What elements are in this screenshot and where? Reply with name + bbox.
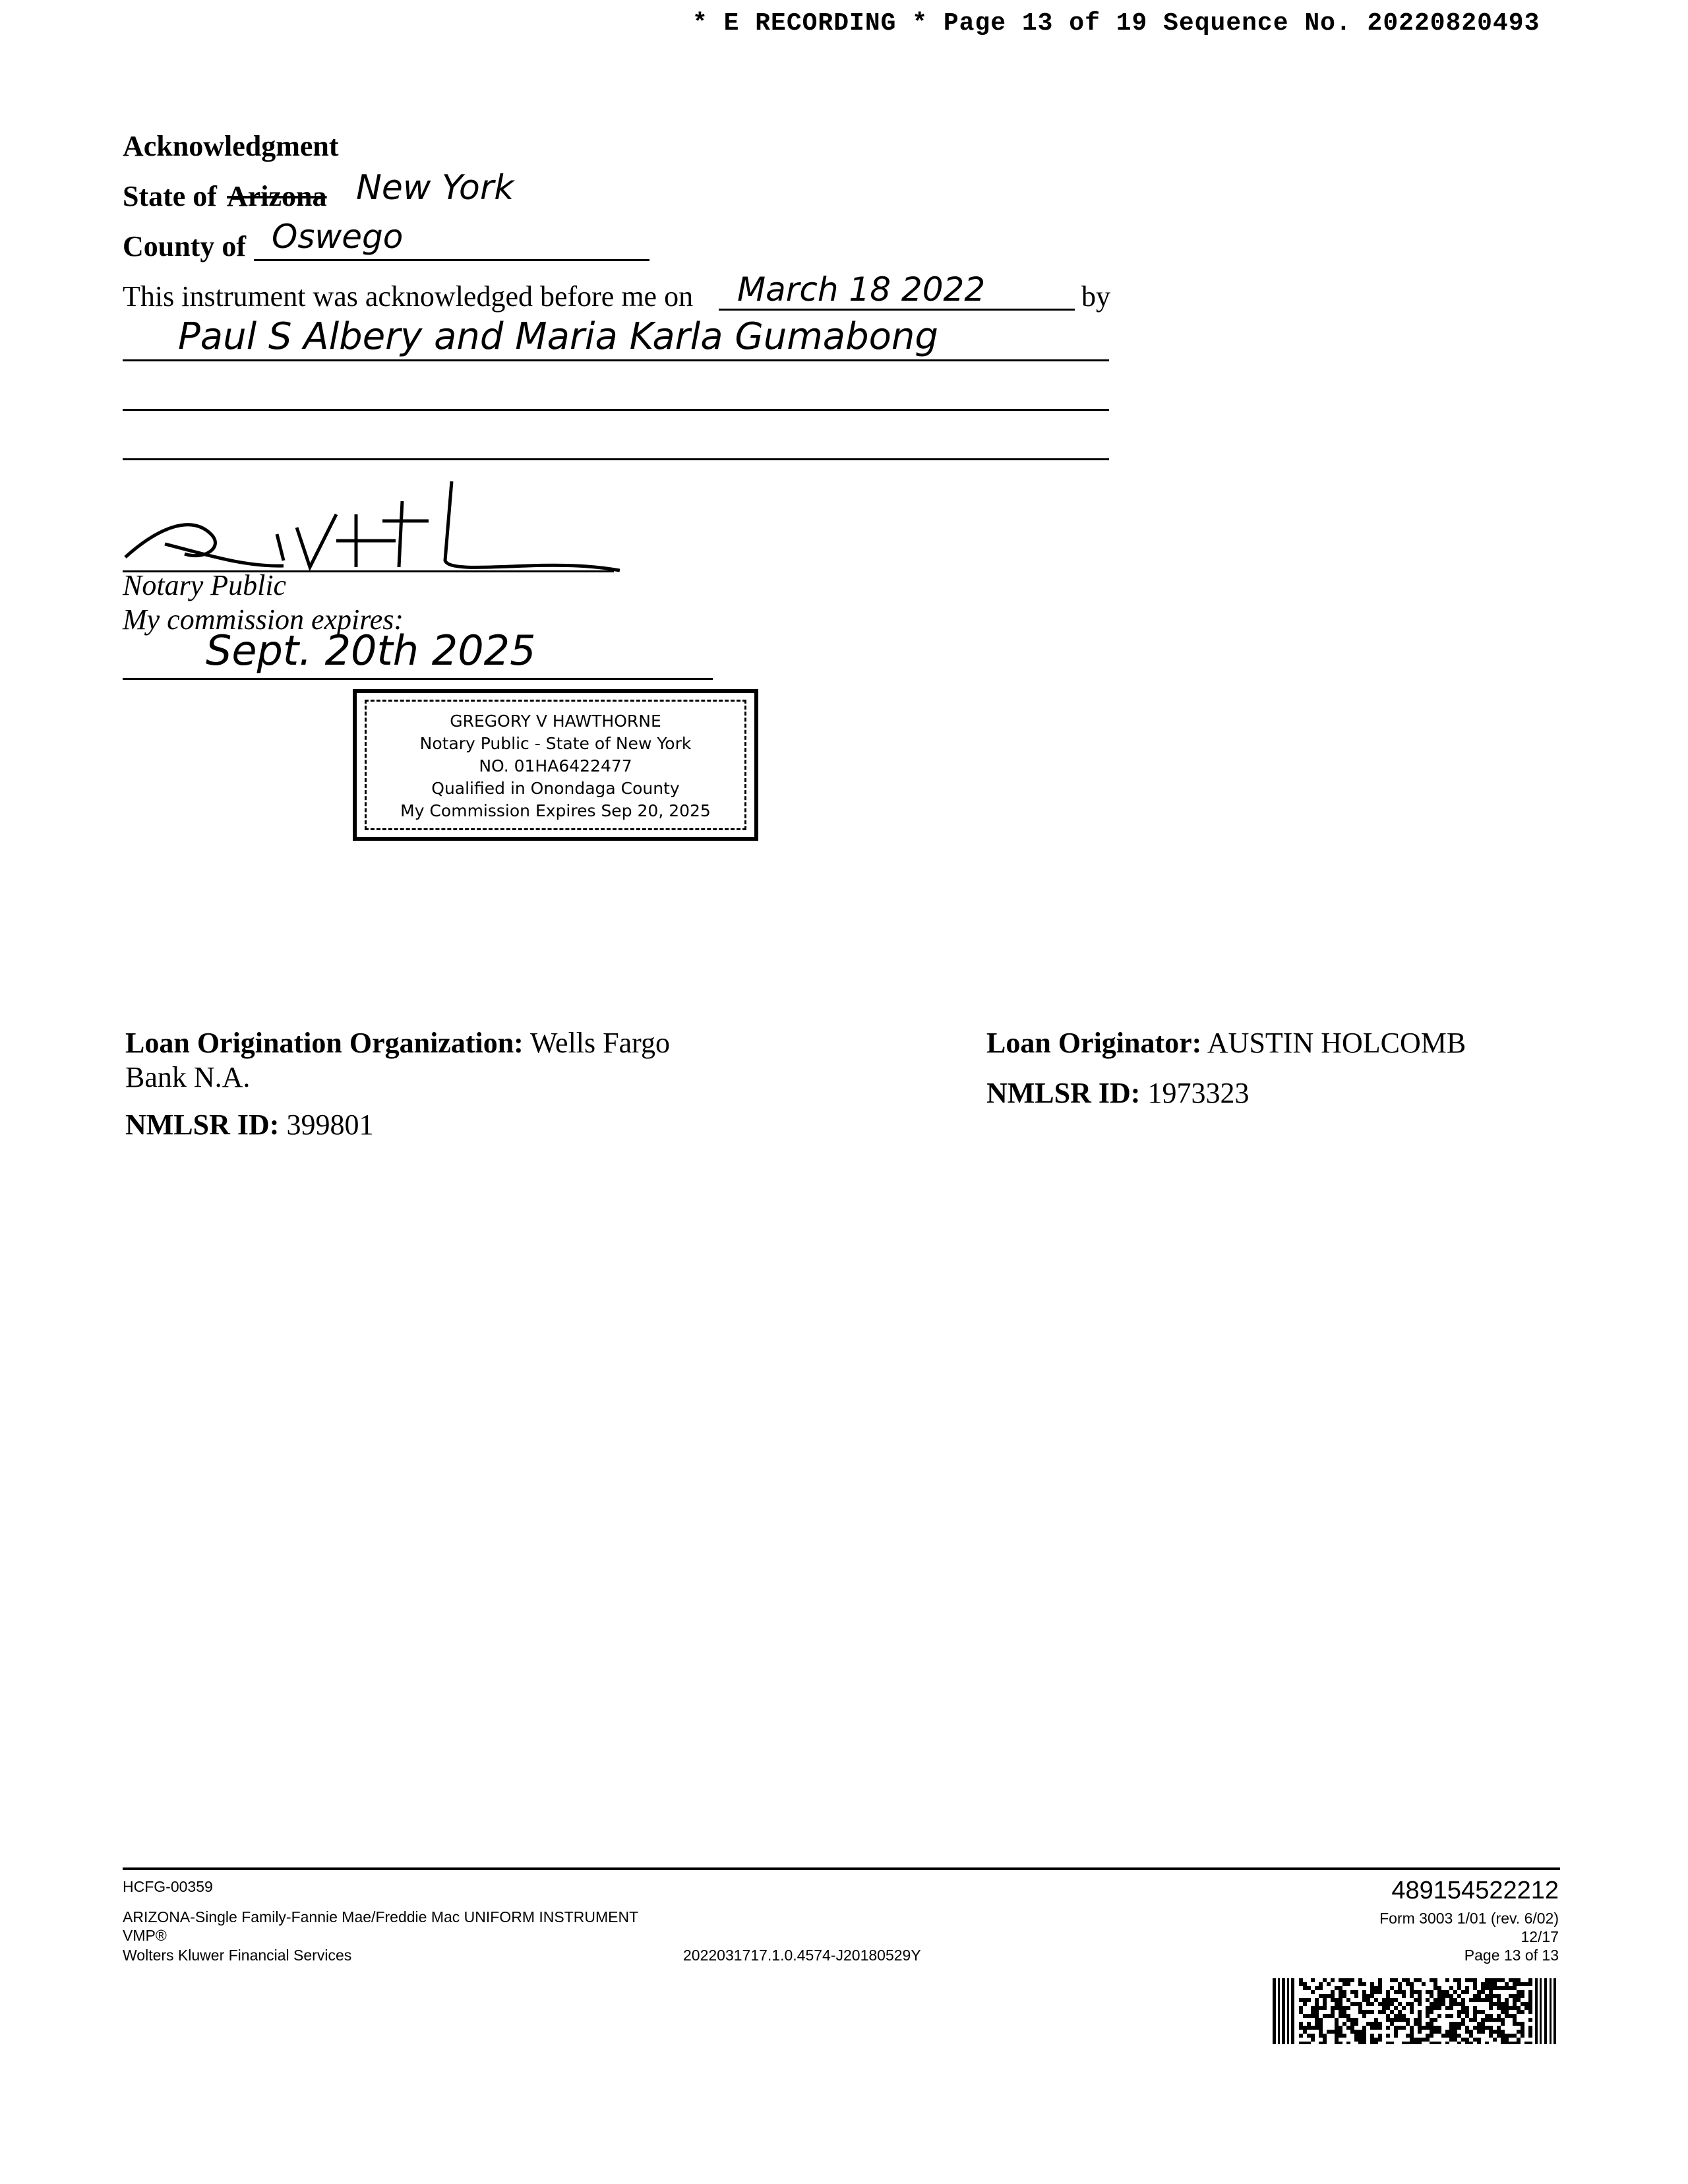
- county-handwritten: Oswego: [272, 218, 404, 256]
- stamp-line: My Commission Expires Sep 20, 2025: [400, 801, 711, 820]
- loan-org-label: Loan Origination Organization:: [125, 1027, 524, 1059]
- stamp-line: GREGORY V HAWTHORNE: [450, 712, 661, 731]
- loan-originator-row: [986, 1029, 1466, 1058]
- footer-form-date: 12/17: [1521, 1928, 1559, 1945]
- by-text: by: [1081, 280, 1110, 313]
- loan-originator-nmlsr-value: 1973323: [1147, 1077, 1250, 1109]
- state-handwritten: New York: [356, 168, 514, 208]
- date-line: [719, 309, 1075, 311]
- loan-originator-nmlsr-row: [986, 1079, 1249, 1108]
- commission-handwritten: Sept. 20th 2025: [206, 626, 536, 675]
- footer-form: Form 3003 1/01 (rev. 6/02): [1379, 1910, 1559, 1927]
- instrument-text: This instrument was acknowledged before me on: [123, 280, 694, 313]
- names-line: [123, 359, 1109, 361]
- footer-rule: [123, 1867, 1560, 1870]
- footer-instrument: ARIZONA-Single Family-Fannie Mae/Freddie Mac UNIFORM INSTRUMENT: [123, 1908, 639, 1926]
- commission-line: [123, 678, 713, 680]
- loan-number: 489154522212: [1391, 1877, 1559, 1904]
- county-label: County of: [123, 230, 247, 262]
- footer-vmp: VMP®: [123, 1927, 167, 1944]
- notary-label: Notary Public: [123, 569, 287, 601]
- loan-org-value-line2: Bank N.A.: [125, 1061, 251, 1093]
- stamp-line: NO. 01HA6422477: [479, 756, 632, 775]
- footer-company: Wolters Kluwer Financial Services: [123, 1947, 352, 1964]
- loan-org-row: [125, 1029, 670, 1058]
- county-line: [254, 259, 649, 261]
- footer-doc-id: 2022031717.1.0.4574-J20180529Y: [683, 1947, 921, 1964]
- stamp-line: Qualified in Onondaga County: [431, 779, 680, 798]
- notary-signature: [119, 475, 620, 580]
- state-label: State of: [123, 180, 217, 212]
- notary-stamp: [353, 689, 758, 841]
- loan-originator-nmlsr-label: NMLSR ID:: [986, 1077, 1141, 1109]
- commission-label: My commission expires:: [123, 603, 404, 636]
- blank-line-2: [123, 458, 1109, 460]
- barcode: [1273, 1978, 1556, 2044]
- loan-org-value: Wells Fargo: [530, 1027, 671, 1059]
- state-struck: Arizona: [227, 180, 327, 212]
- acknowledgment-title: Acknowledgment: [123, 130, 339, 162]
- recording-header: * E RECORDING * Page 13 of 19 Sequence No. 20220820493: [692, 9, 1540, 38]
- blank-line-1: [123, 409, 1109, 411]
- loan-org-nmlsr-row: [125, 1110, 373, 1139]
- footer-page: Page 13 of 13: [1464, 1947, 1559, 1964]
- loan-originator-value: AUSTIN HOLCOMB: [1207, 1027, 1466, 1059]
- names-handwritten: Paul S Albery and Maria Karla Gumabong: [178, 315, 938, 358]
- loan-org-nmlsr-label: NMLSR ID:: [125, 1108, 280, 1141]
- date-handwritten: March 18 2022: [737, 270, 986, 309]
- loan-org-nmlsr-value: 399801: [286, 1108, 374, 1141]
- footer-code: HCFG-00359: [123, 1878, 213, 1895]
- stamp-line: Notary Public - State of New York: [419, 734, 692, 753]
- loan-originator-label: Loan Originator:: [986, 1027, 1202, 1059]
